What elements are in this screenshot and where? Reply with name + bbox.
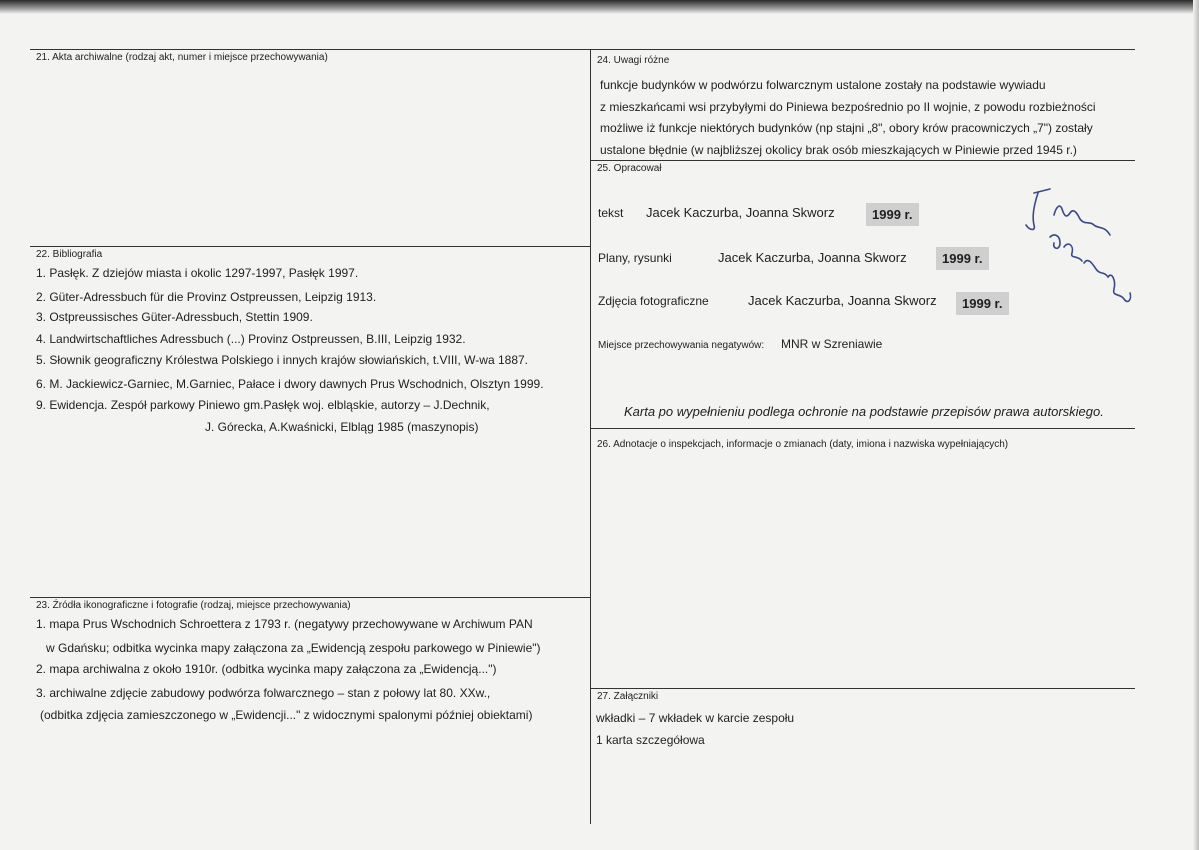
bibliography-item: 6. M. Jackiewicz-Garniec, M.Garniec, Pałace i dwory dawnych Prus Wschodnich, Olsztyn 1999. <box>36 377 544 391</box>
scan-top-edge <box>0 0 1199 14</box>
year-stamp: 1999 r. <box>956 292 1009 315</box>
source-item: 1. mapa Prus Wschodnich Schroettera z 1793 r. (negatywy przechowywane w Archiwum PAN <box>36 617 533 631</box>
source-item: 3. archiwalne zdjęcie zabudowy podwórza folwarcznego – stan z połowy lat 80. XXw., <box>36 686 491 700</box>
bibliography-item: 9. Ewidencja. Zespół parkowy Piniewo gm.Pasłęk woj. elbląskie, autorzy – J.Dechnik, <box>36 398 490 412</box>
section-24-header: 24. Uwagi różne <box>597 55 670 66</box>
photos-author-label: Zdjęcia fotograficzne <box>598 294 709 308</box>
section-21-header: 21. Akta archiwalne (rodzaj akt, numer i miejsce przechowywania) <box>36 52 328 63</box>
section-22-header: 22. Bibliografia <box>36 249 103 260</box>
handwritten-signature <box>1020 185 1140 325</box>
rule-25 <box>590 160 1135 161</box>
source-item: (odbitka zdjęcia zamieszczonego w „Ewidencji..." z widocznymi spalonymi później obiektami) <box>40 708 533 722</box>
photos-author-names: Jacek Kaczurba, Joanna Skworz <box>748 293 937 308</box>
bibliography-item: 3. Ostpreussisches Güter-Adressbuch, Stettin 1909. <box>36 310 313 324</box>
remarks-line: z mieszkańcami wsi przybyłymi do Piniewa bezpośrednio po II wojnie, z powodu rozbieżności <box>600 100 1096 114</box>
drawings-author-names: Jacek Kaczurba, Joanna Skworz <box>718 250 907 265</box>
bibliography-item: J. Górecka, A.Kwaśnicki, Elbląg 1985 (maszynopis) <box>205 420 479 434</box>
attachment-line: wkładki – 7 wkładek w karcie zespołu <box>596 711 795 725</box>
rule-22 <box>30 246 590 247</box>
remarks-line: funkcje budynków w podwórzu folwarcznym ustalone zostały na podstawie wywiadu <box>600 78 1046 92</box>
bibliography-item: 4. Landwirtschaftliches Adressbuch (...) Provinz Ostpreussen, B.III, Leipzig 1932. <box>36 332 466 346</box>
remarks-line: możliwe iż funkcje niektórych budynków (np stajni „8", obory krów pracowniczych „7") zostały <box>600 121 1093 135</box>
bibliography-item: 1. Pasłęk. Z dziejów miasta i okolic 1297-1997, Pasłęk 1997. <box>36 266 359 280</box>
section-26-header: 26. Adnotacje o inspekcjach, informacje o zmianach (daty, imiona i nazwiska wypełniających) <box>597 439 1009 450</box>
text-author-names: Jacek Kaczurba, Joanna Skworz <box>646 205 835 220</box>
year-stamp: 1999 r. <box>936 247 989 270</box>
scan-right-edge <box>1193 0 1199 850</box>
copyright-note: Karta po wypełnieniu podlega ochronie na podstawie przepisów prawa autorskiego. <box>624 404 1104 419</box>
source-item: w Gdańsku; odbitka wycinka mapy załączona za „Ewidencją zespołu parkowego w Piniewie") <box>46 641 541 655</box>
bibliography-item: 2. Güter-Adressbuch für die Provinz Ostpreussen, Leipzig 1913. <box>36 290 377 304</box>
negatives-label: Miejsce przechowywania negatywów: <box>598 340 765 351</box>
rule-27 <box>590 688 1135 689</box>
drawings-author-label: Plany, rysunki <box>598 251 672 265</box>
top-rule <box>30 49 1135 50</box>
text-author-label: tekst <box>598 206 624 220</box>
source-item: 2. mapa archiwalna z około 1910r. (odbitka wycinka mapy załączona za „Ewidencją...") <box>36 662 497 676</box>
bibliography-item: 5. Słownik geograficzny Królestwa Polskiego i innych krajów słowiańskich, t.VIII, W-wa 1887. <box>36 353 528 367</box>
rule-26 <box>590 428 1135 429</box>
section-27-header: 27. Załączniki <box>597 691 659 702</box>
year-stamp: 1999 r. <box>866 203 919 226</box>
remarks-line: ustalone błędnie (w najbliższej okolicy brak osób mieszkających w Piniewie przed 1945 r.) <box>600 143 1077 157</box>
attachment-line: 1 karta szczegółowa <box>596 733 705 747</box>
section-25-header: 25. Opracował <box>597 163 662 174</box>
center-divider <box>590 49 591 824</box>
rule-23 <box>30 597 590 598</box>
section-23-header: 23. Źródła ikonograficzne i fotografie (rodzaj, miejsce przechowywania) <box>36 600 351 611</box>
negatives-value: MNR w Szreniawie <box>781 337 883 351</box>
